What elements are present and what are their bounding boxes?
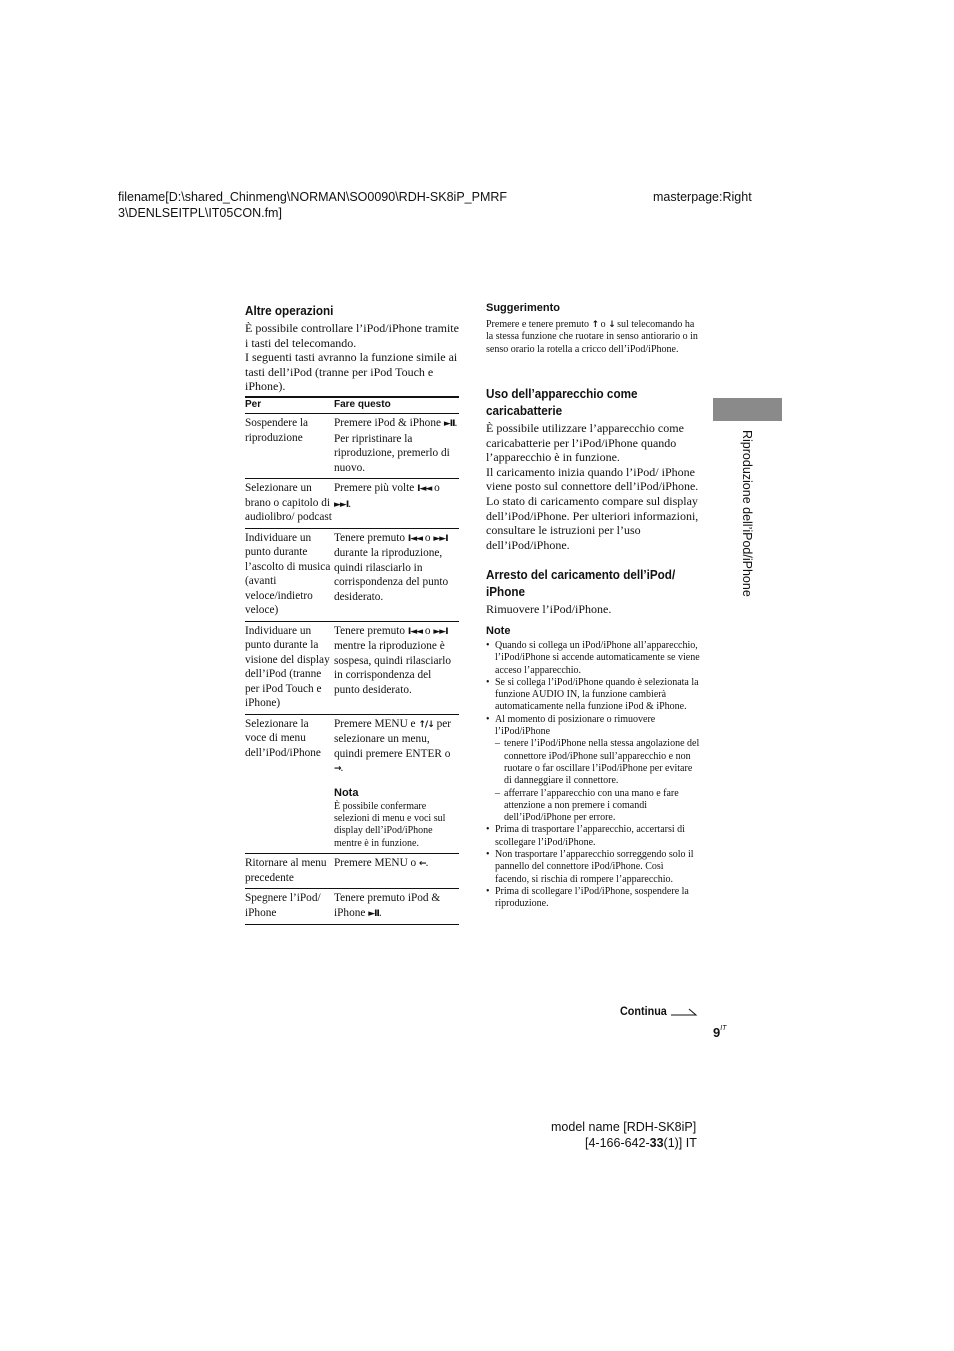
list-item: • Prima di trasportare l’apparecchio, accertarsi di scollegare l’iPod/iPhone. (486, 824, 700, 849)
charge-paragraph (486, 421, 700, 552)
continua-arrow-icon (670, 1006, 698, 1018)
table-row (245, 714, 459, 854)
cell-fare: Premere iPod & iPhone ►II. Per ripristinare la riproduzione, premerlo di nuovo. (334, 414, 459, 479)
filename-line-1: filename[D:\shared_Chinmeng\NORMAN\SO0090\RDH-SK8iP_PMRF (118, 190, 508, 204)
list-item: • Non trasportare l’apparecchio sorreggendo solo il pannello del connettore iPod/iPhone. Così facendo, si rischia di rompere l’apparecchio. (486, 849, 700, 886)
cell-fare: Tenere premuto iPod & iPhone ►II. (334, 889, 459, 925)
notes-list (486, 640, 700, 911)
previous-icon: I◄◄ (407, 626, 423, 637)
charge-p2: Il caricamento inizia quando l’iPod/ iPhone viene posto sul connettore dell’iPod/iPhone. Lo stato di caricamento compare sul display dell’iPod/iPhone. Per ulteriori informazioni, consultare le istruzioni per l’uso dell’iPod/iPhone. (486, 464, 699, 552)
page-number: $9^{IT}$ (713, 1025, 727, 1040)
filename-header (118, 189, 507, 221)
play-pause-icon: ►II (443, 419, 455, 429)
previous-icon: I◄◄ (417, 484, 432, 494)
intro-line-2: I seguenti tasti avranno la funzione simile ai tasti dell’iPod (tranne per iPod Touch e iPhone). (245, 350, 458, 394)
table-row (245, 854, 459, 889)
table-row (245, 889, 459, 925)
tip-text: Premere e tenere premuto ↑ o ↓ sul telecomando ha la stessa funzione che ruotare in senso antiorario o in senso orario la rotella a cricco dell’iPod/iPhone. (486, 319, 698, 355)
up-arrow-icon: ↑ (591, 320, 599, 330)
column-header-fare-questo: Fare questo (334, 397, 459, 414)
section-title-caricabatterie: Uso dell’apparecchio come caricabatterie (486, 386, 638, 418)
cell-per: Ritornare al menu precedente (245, 854, 334, 889)
table-row (245, 414, 459, 479)
cell-fare: Premere MENU o ←. (334, 854, 459, 889)
operations-table (245, 396, 459, 925)
table-row (245, 528, 459, 621)
table-row (245, 479, 459, 529)
cell-fare: Premere più volte I◄◄ o ►►I. (334, 479, 459, 529)
model-name: model name [RDH-SK8iP] (551, 1120, 697, 1134)
play-pause-icon: ►II (368, 908, 379, 919)
cell-fare: Premere MENU e ↑/↓ per selezionare un menu, quindi premere ENTER o →. Nota È possibile confermare selezioni di menu e voci sul display dell’iPod/iPhone mentre è in funzione. (334, 714, 459, 854)
right-arrow-icon: → (334, 764, 341, 774)
next-icon: ►►I (334, 499, 349, 510)
table-row (245, 621, 459, 714)
cell-per: Individuare un punto durante l’ascolto di musica (avanti veloce/indietro veloce) (245, 528, 334, 621)
up-down-arrow-icon: ↑/↓ (418, 719, 434, 730)
left-arrow-icon: ← (419, 859, 426, 870)
section-tab-marker (713, 398, 782, 421)
page-lang-suffix: IT (720, 1025, 727, 1032)
column-header-per: Per (245, 397, 334, 414)
intro-paragraph (245, 321, 459, 394)
cell-per: Spegnere l’iPod/ iPhone (245, 889, 334, 925)
section-title-altre-operazioni: Altre operazioni (245, 303, 334, 318)
next-icon: ►►I (433, 626, 448, 637)
nota-title: Nota (334, 786, 359, 799)
previous-icon: I◄◄ (407, 533, 423, 544)
continua-label: Continua (620, 1004, 667, 1018)
intro-line-1: È possibile controllare l’iPod/iPhone tramite i tasti del telecomando. (245, 321, 459, 350)
list-item: • Quando si collega un iPod/iPhone all’apparecchio, l’iPod/iPhone si accende automaticamente se viene acceso l’apparecchio. (486, 640, 700, 677)
masterpage-label: masterpage:Right (653, 190, 752, 204)
model-code: [4-166-642-33(1)] IT (585, 1136, 697, 1150)
notes-title: Note (486, 625, 511, 637)
cell-per: Selezionare un brano o capitolo di audiolibro/ podcast (245, 479, 334, 529)
filename-line-2: 3\DENLSEITPL\IT05CON.fm] (118, 206, 282, 220)
stop-text: Rimuovere l’iPod/iPhone. (486, 602, 612, 616)
section-title-arresto-caricamento: Arresto del caricamento dell’iPod/ iPhone (486, 567, 676, 599)
list-item: • Prima di scollegare l’iPod/iPhone, sospendere la riproduzione. (486, 886, 700, 911)
cell-per: Individuare un punto durante la visione del display dell’iPod (tranne per iPod Touch e iPhone) (245, 621, 334, 714)
list-item: • Se si collega l’iPod/iPhone quando è selezionata la funzione AUDIO IN, la funzione cambierà automaticamente nella funzione iPod & iPhone. (486, 677, 700, 714)
cell-per: Sospendere la riproduzione (245, 414, 334, 479)
tip-title: Suggerimento (486, 302, 560, 314)
cell-per: Selezionare la voce di menu dell’iPod/iPhone (245, 714, 334, 854)
table-header-row (245, 397, 459, 414)
side-tab-label: Riproduzione dell’iPod/iPhone (740, 430, 754, 597)
nota-text: È possibile confermare selezioni di menu e voci sul display dell’iPod/iPhone mentre è in funzione. (334, 800, 446, 849)
charge-p1: È possibile utilizzare l’apparecchio come caricabatterie per l’iPod/iPhone quando l’apparecchio è in funzione. (486, 421, 684, 465)
cell-fare: Tenere premuto I◄◄ o ►►I durante la riproduzione, quindi rilasciarlo in corrispondenza del punto desiderato. (334, 528, 459, 621)
list-item: • Al momento di posizionare o rimuovere l’iPod/iPhone – tenere l’iPod/iPhone nella stessa angolazione del connettore iPod/iPhone sull’apparecchio e non ruotare o far oscillare l’iPod/iPhone per evitare di danneggiare il connettore. – afferrare l’apparecchio con una mano e fare attenzione a non premere i comandi dell’iPod/iPhone per errore. (486, 714, 700, 825)
cell-fare: Tenere premuto I◄◄ o ►►I mentre la riproduzione è sospesa, quindi rilasciarlo in corrispondenza del punto desiderato. (334, 621, 459, 714)
down-arrow-icon: ↓ (608, 320, 615, 330)
list-item: – afferrare l’apparecchio con una mano e fare attenzione a non premere i comandi dell’iPod/iPhone per errore. (495, 788, 700, 825)
next-icon: ►►I (433, 533, 448, 544)
list-item: – tenere l’iPod/iPhone nella stessa angolazione del connettore iPod/iPhone sull’apparecchio e non ruotare o far oscillare l’iPod/iPhone per evitare di danneggiare il connettore. (495, 738, 700, 787)
